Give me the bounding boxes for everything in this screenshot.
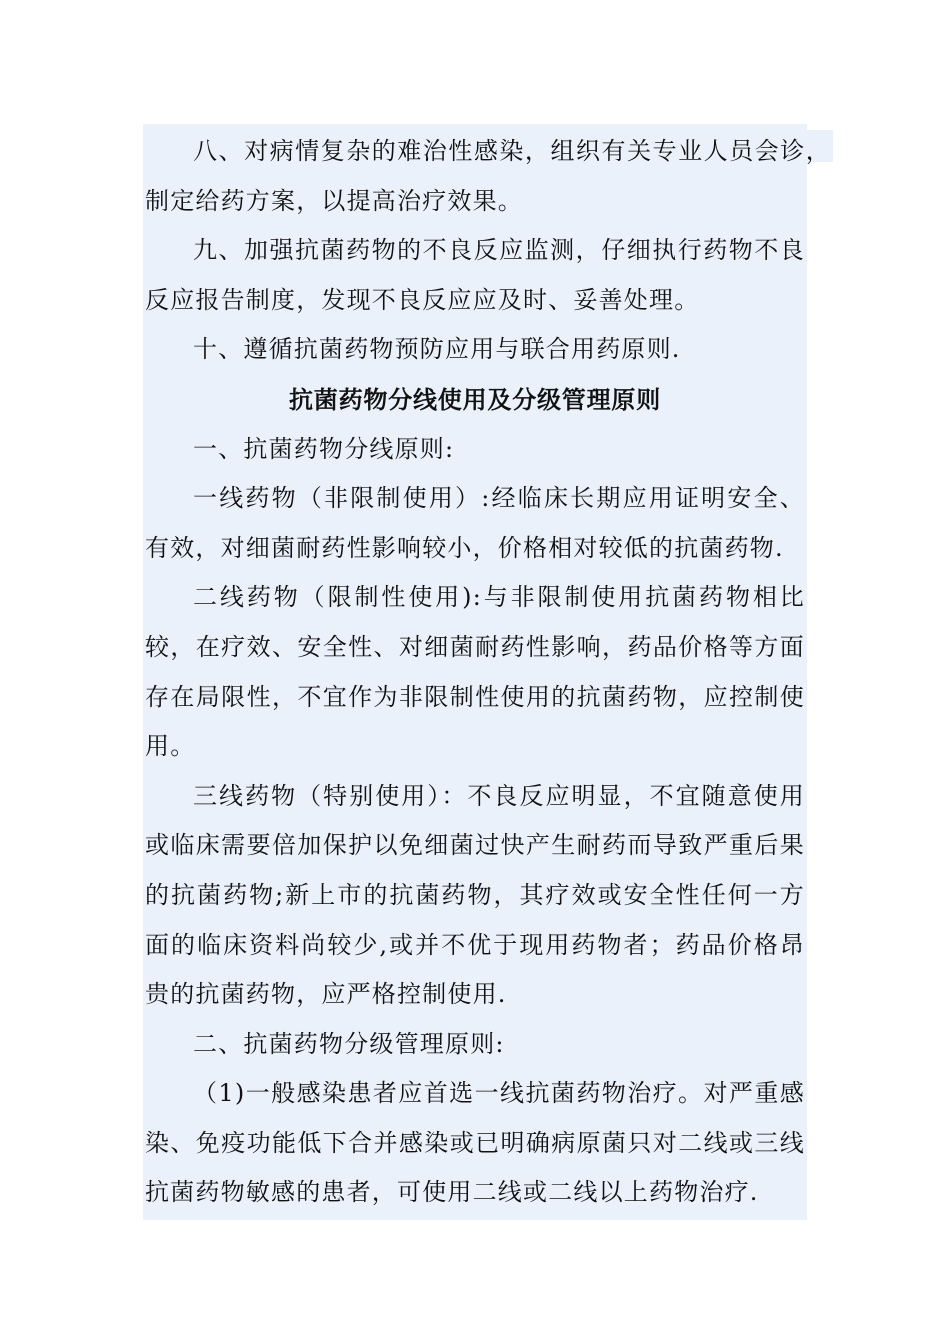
paragraph-third-line-drugs: 三线药物（特别使用）：不良反应明显，不宜随意使用或临床需要倍加保护以免细菌过快产生耐药而导致严重后果的抗菌药物;新上市的抗菌药物，其疗效或安全性任何一方面的临床资料尚较少,或并不优于现用药物者；药品价格昂贵的抗菌药物，应严格控制使用. [145,781,805,1009]
paragraph-item-8: 八、对病情复杂的难治性感染，组织有关专业人员会诊，制定给药方案，以提高治疗效果。 [145,137,831,215]
document-body [145,127,831,1218]
paragraph-first-line-drugs: 一线药物（非限制使用）:经临床长期应用证明安全、有效，对细菌耐药性影响较小，价格相对较低的抗菌药物. [145,484,805,562]
paragraph-management-rule-1: （1)一般感染患者应首选一线抗菌药物治疗。对严重感染、免疫功能低下合并感染或已明确病原菌只对二线或三线抗菌药物敏感的患者，可使用二线或二线以上药物治疗. [145,1079,805,1207]
paragraph-item-9: 九、加强抗菌药物的不良反应监测，仔细执行药物不良反应报告制度，发现不良反应应及时、妥善处理。 [145,236,805,314]
section-heading: 抗菌药物分线使用及分级管理原则 [289,384,661,414]
paragraph-item-10: 十、遵循抗菌药物预防应用与联合用药原则. [193,335,681,364]
paragraph-second-line-drugs: 二线药物（限制性使用):与非限制使用抗菌药物相比较，在疗效、安全性、对细菌耐药性影响，药品价格等方面存在局限性，不宜作为非限制性使用的抗菌药物，应控制使用。 [145,583,805,761]
paragraph-section-2-title: 二、抗菌药物分级管理原则: [193,1029,505,1058]
paragraph-section-1-title: 一、抗菌药物分线原则: [193,434,455,463]
